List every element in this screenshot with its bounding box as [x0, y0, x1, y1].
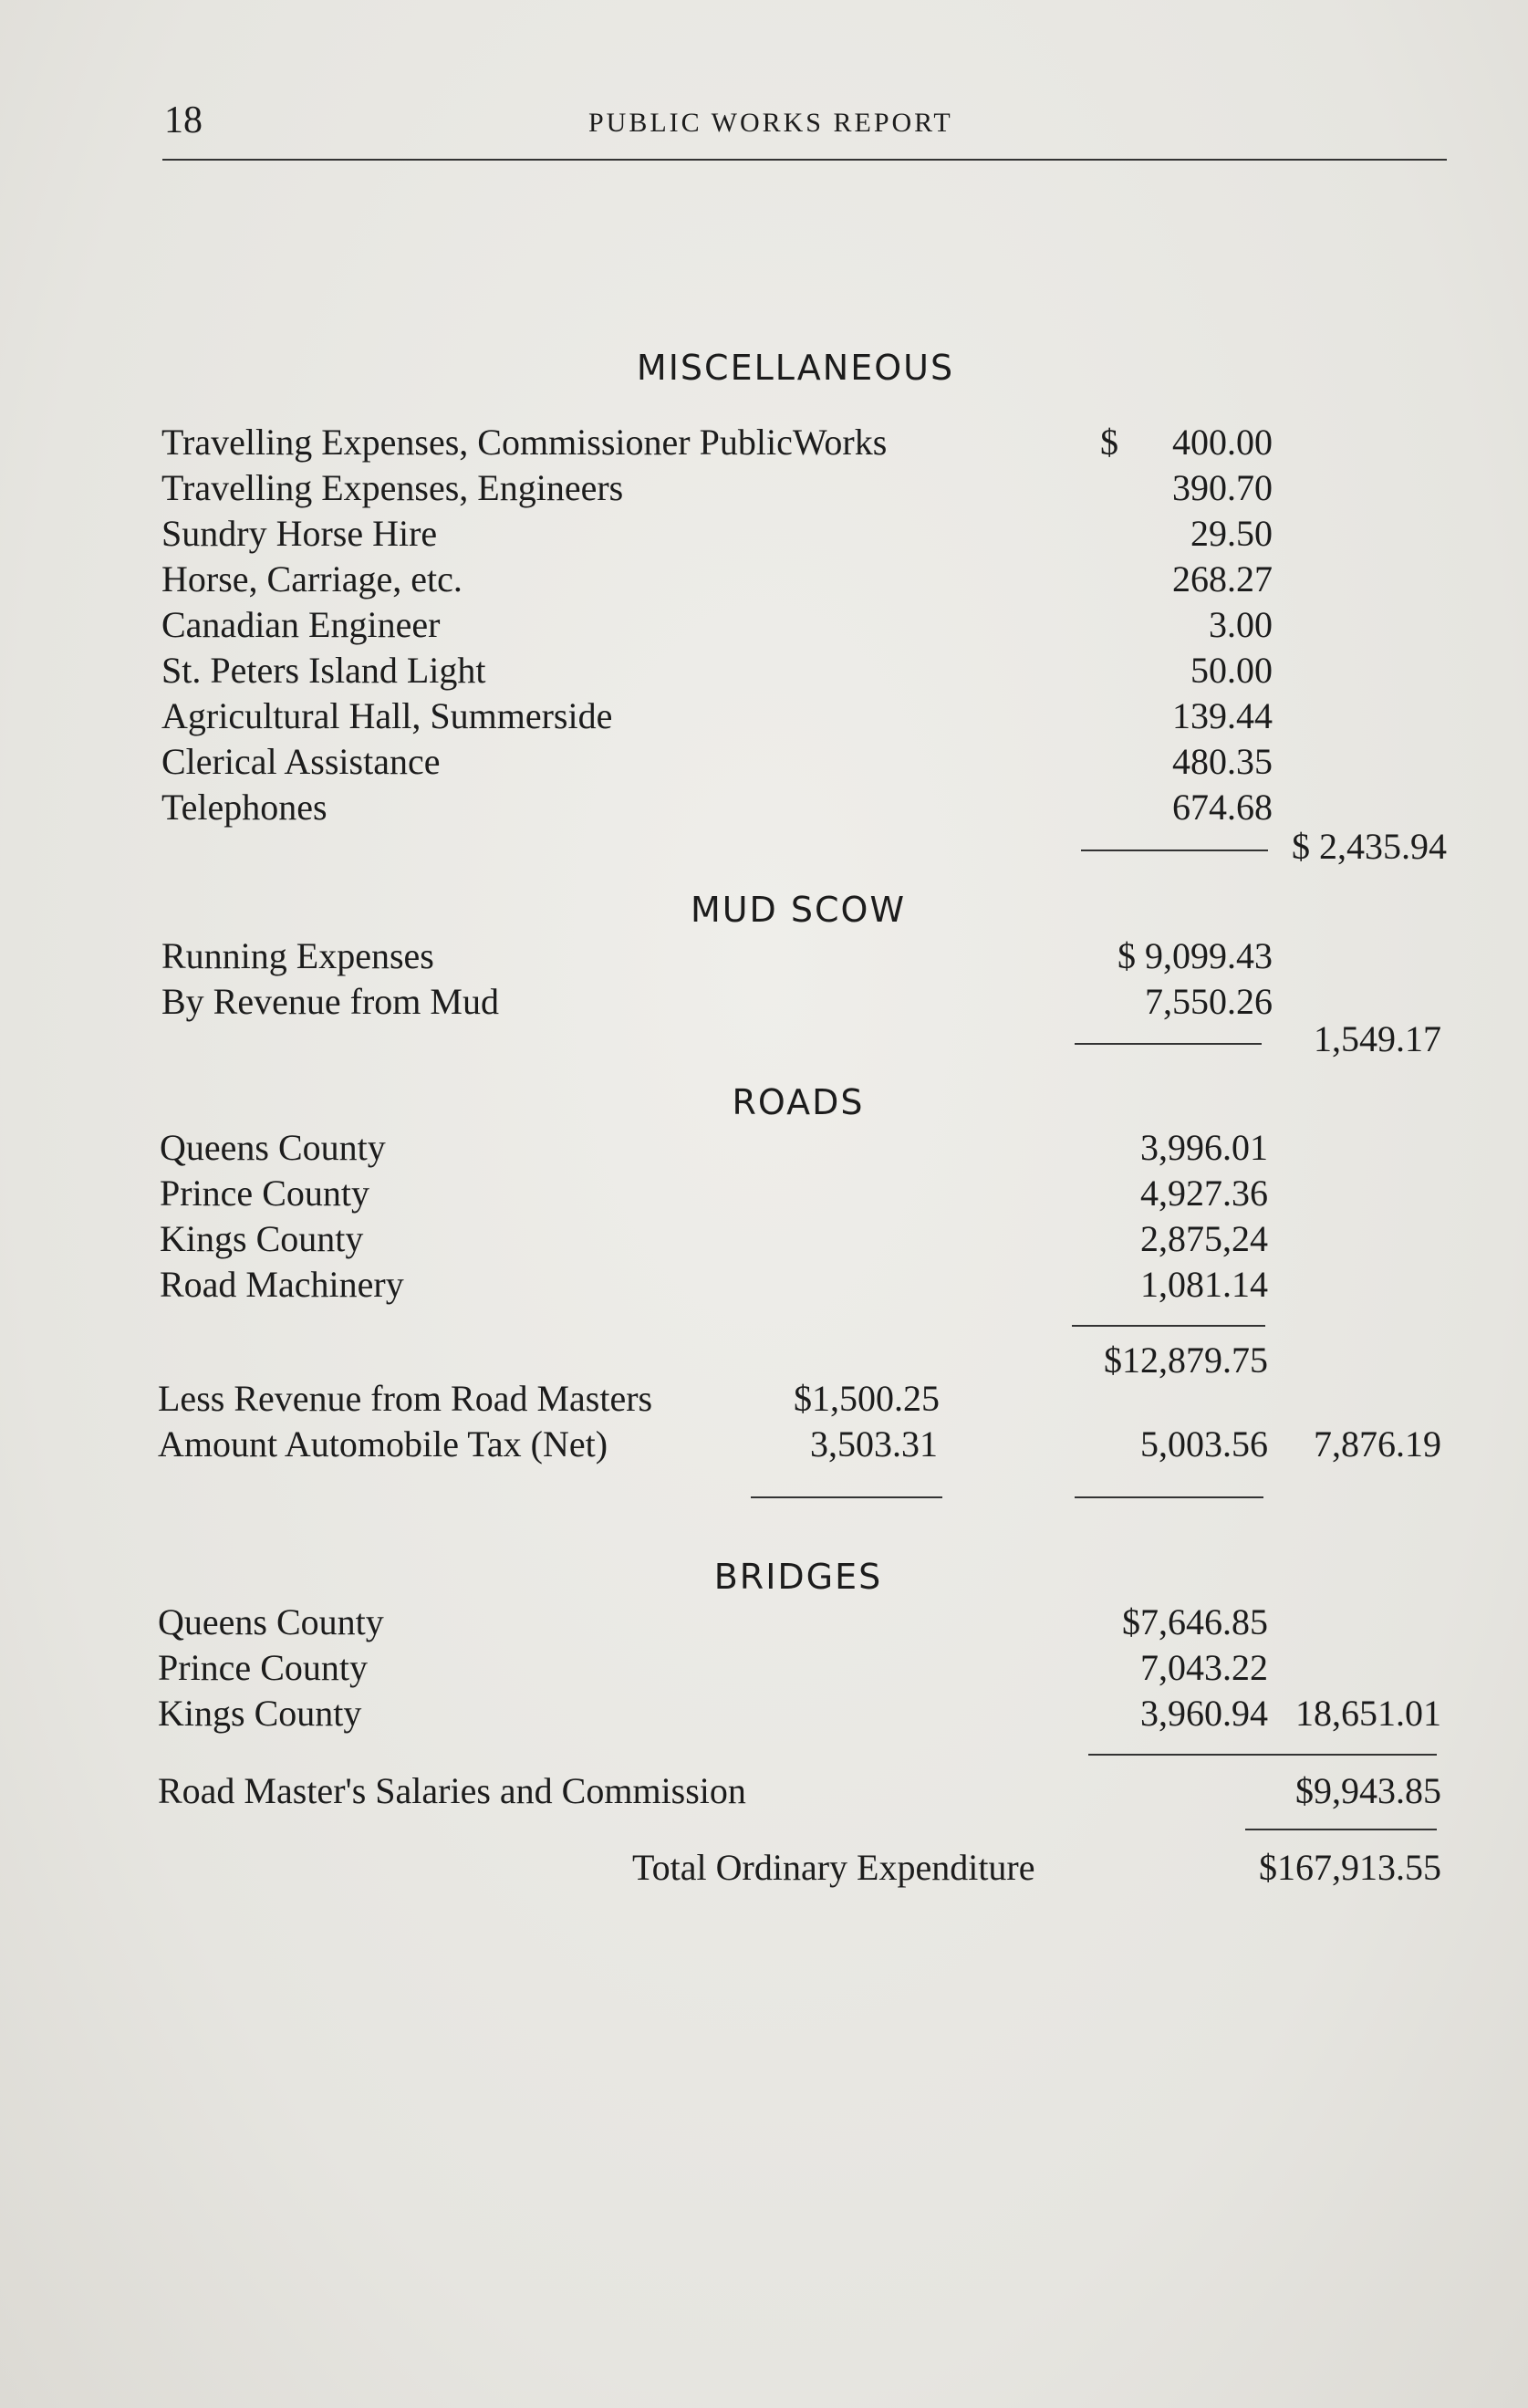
section-heading-bridges: BRIDGES: [713, 1557, 883, 1597]
misc-item-amount: 480.35: [1172, 741, 1273, 782]
mud-scow-item-label: Running Expenses: [161, 935, 434, 976]
roads-item-amount: 2,875,24: [1140, 1218, 1268, 1259]
misc-item-amount: 3.00: [1209, 604, 1273, 645]
misc-item-label: Horse, Carriage, etc.: [161, 558, 463, 599]
roads-total-rule: [1075, 1496, 1263, 1498]
mud-scow-item-label: By Revenue from Mud: [161, 981, 499, 1022]
road-masters-amount: $9,943.85: [1295, 1770, 1441, 1811]
roads-item-label: Prince County: [160, 1173, 369, 1214]
less-revenue-amount: $1,500.25: [794, 1378, 940, 1419]
misc-item-amount: 390.70: [1172, 467, 1273, 508]
misc-item-amount: 139.44: [1172, 695, 1273, 736]
bridges-rule: [1088, 1754, 1437, 1756]
road-masters-label: Road Master's Salaries and Commission: [158, 1770, 746, 1811]
section-heading-miscellaneous: MISCELLANEOUS: [636, 348, 955, 388]
mud-scow-total: 1,549.17: [1314, 1018, 1441, 1059]
running-title: PUBLIC WORKS REPORT: [588, 108, 953, 138]
header-rule: [162, 159, 1447, 161]
roads-item-amount: 4,927.36: [1140, 1173, 1268, 1214]
misc-item-label: Agricultural Hall, Summerside: [161, 695, 613, 736]
bridges-item-label: Queens County: [158, 1601, 384, 1642]
misc-item-label: St. Peters Island Light: [161, 650, 486, 691]
misc-item-amount: 674.68: [1172, 787, 1273, 828]
mud-scow-item-amount: 7,550.26: [1145, 981, 1273, 1022]
bridges-item-label: Prince County: [158, 1647, 368, 1688]
roads-item-label: Kings County: [160, 1218, 364, 1259]
roads-item-amount: 3,996.01: [1140, 1127, 1268, 1168]
bridges-item-amount: 7,043.22: [1140, 1647, 1268, 1688]
misc-item-amount: 400.00: [1172, 422, 1273, 463]
bridges-item-amount: $7,646.85: [1122, 1601, 1268, 1642]
auto-tax-amount: 3,503.31: [810, 1423, 938, 1465]
grand-total-label: Total Ordinary Expenditure: [632, 1847, 1035, 1888]
roads-deduction-total: 5,003.56: [1140, 1423, 1268, 1465]
misc-total: $ 2,435.94: [1292, 826, 1447, 867]
bridges-total: 18,651.01: [1295, 1693, 1441, 1734]
section-heading-mud-scow: MUD SCOW: [690, 890, 907, 930]
mud-scow-rule: [1075, 1043, 1262, 1045]
misc-total-rule: [1081, 850, 1268, 851]
auto-tax-label: Amount Automobile Tax (Net): [158, 1423, 608, 1465]
misc-item-label: Clerical Assistance: [161, 741, 441, 782]
roads-item-label: Road Machinery: [160, 1264, 404, 1305]
section-heading-roads: ROADS: [732, 1082, 865, 1122]
roads-deduction-rule: [751, 1496, 942, 1498]
misc-item-label: Sundry Horse Hire: [161, 513, 438, 554]
roads-item-amount: 1,081.14: [1140, 1264, 1268, 1305]
page-number: 18: [164, 99, 203, 141]
misc-item-amount: 50.00: [1190, 650, 1273, 691]
misc-item-label: Travelling Expenses, Engineers: [161, 467, 624, 508]
grand-total-rule: [1245, 1829, 1437, 1830]
roads-subtotal: $12,879.75: [1104, 1340, 1268, 1381]
bridges-item-amount: 3,960.94: [1140, 1693, 1268, 1734]
mud-scow-item-amount: $ 9,099.43: [1117, 935, 1273, 976]
currency-symbol: $: [1100, 422, 1118, 463]
less-revenue-label: Less Revenue from Road Masters: [158, 1378, 653, 1419]
bridges-item-label: Kings County: [158, 1693, 362, 1734]
grand-total-amount: $167,913.55: [1259, 1847, 1441, 1888]
misc-item-label: Travelling Expenses, Commissioner PublicWorks: [161, 422, 888, 463]
roads-total: 7,876.19: [1314, 1423, 1441, 1465]
misc-item-label: Telephones: [161, 787, 327, 828]
roads-subtotal-rule: [1072, 1325, 1265, 1327]
misc-item-amount: 29.50: [1190, 513, 1273, 554]
misc-item-amount: 268.27: [1172, 558, 1273, 599]
roads-item-label: Queens County: [160, 1127, 386, 1168]
misc-item-label: Canadian Engineer: [161, 604, 441, 645]
